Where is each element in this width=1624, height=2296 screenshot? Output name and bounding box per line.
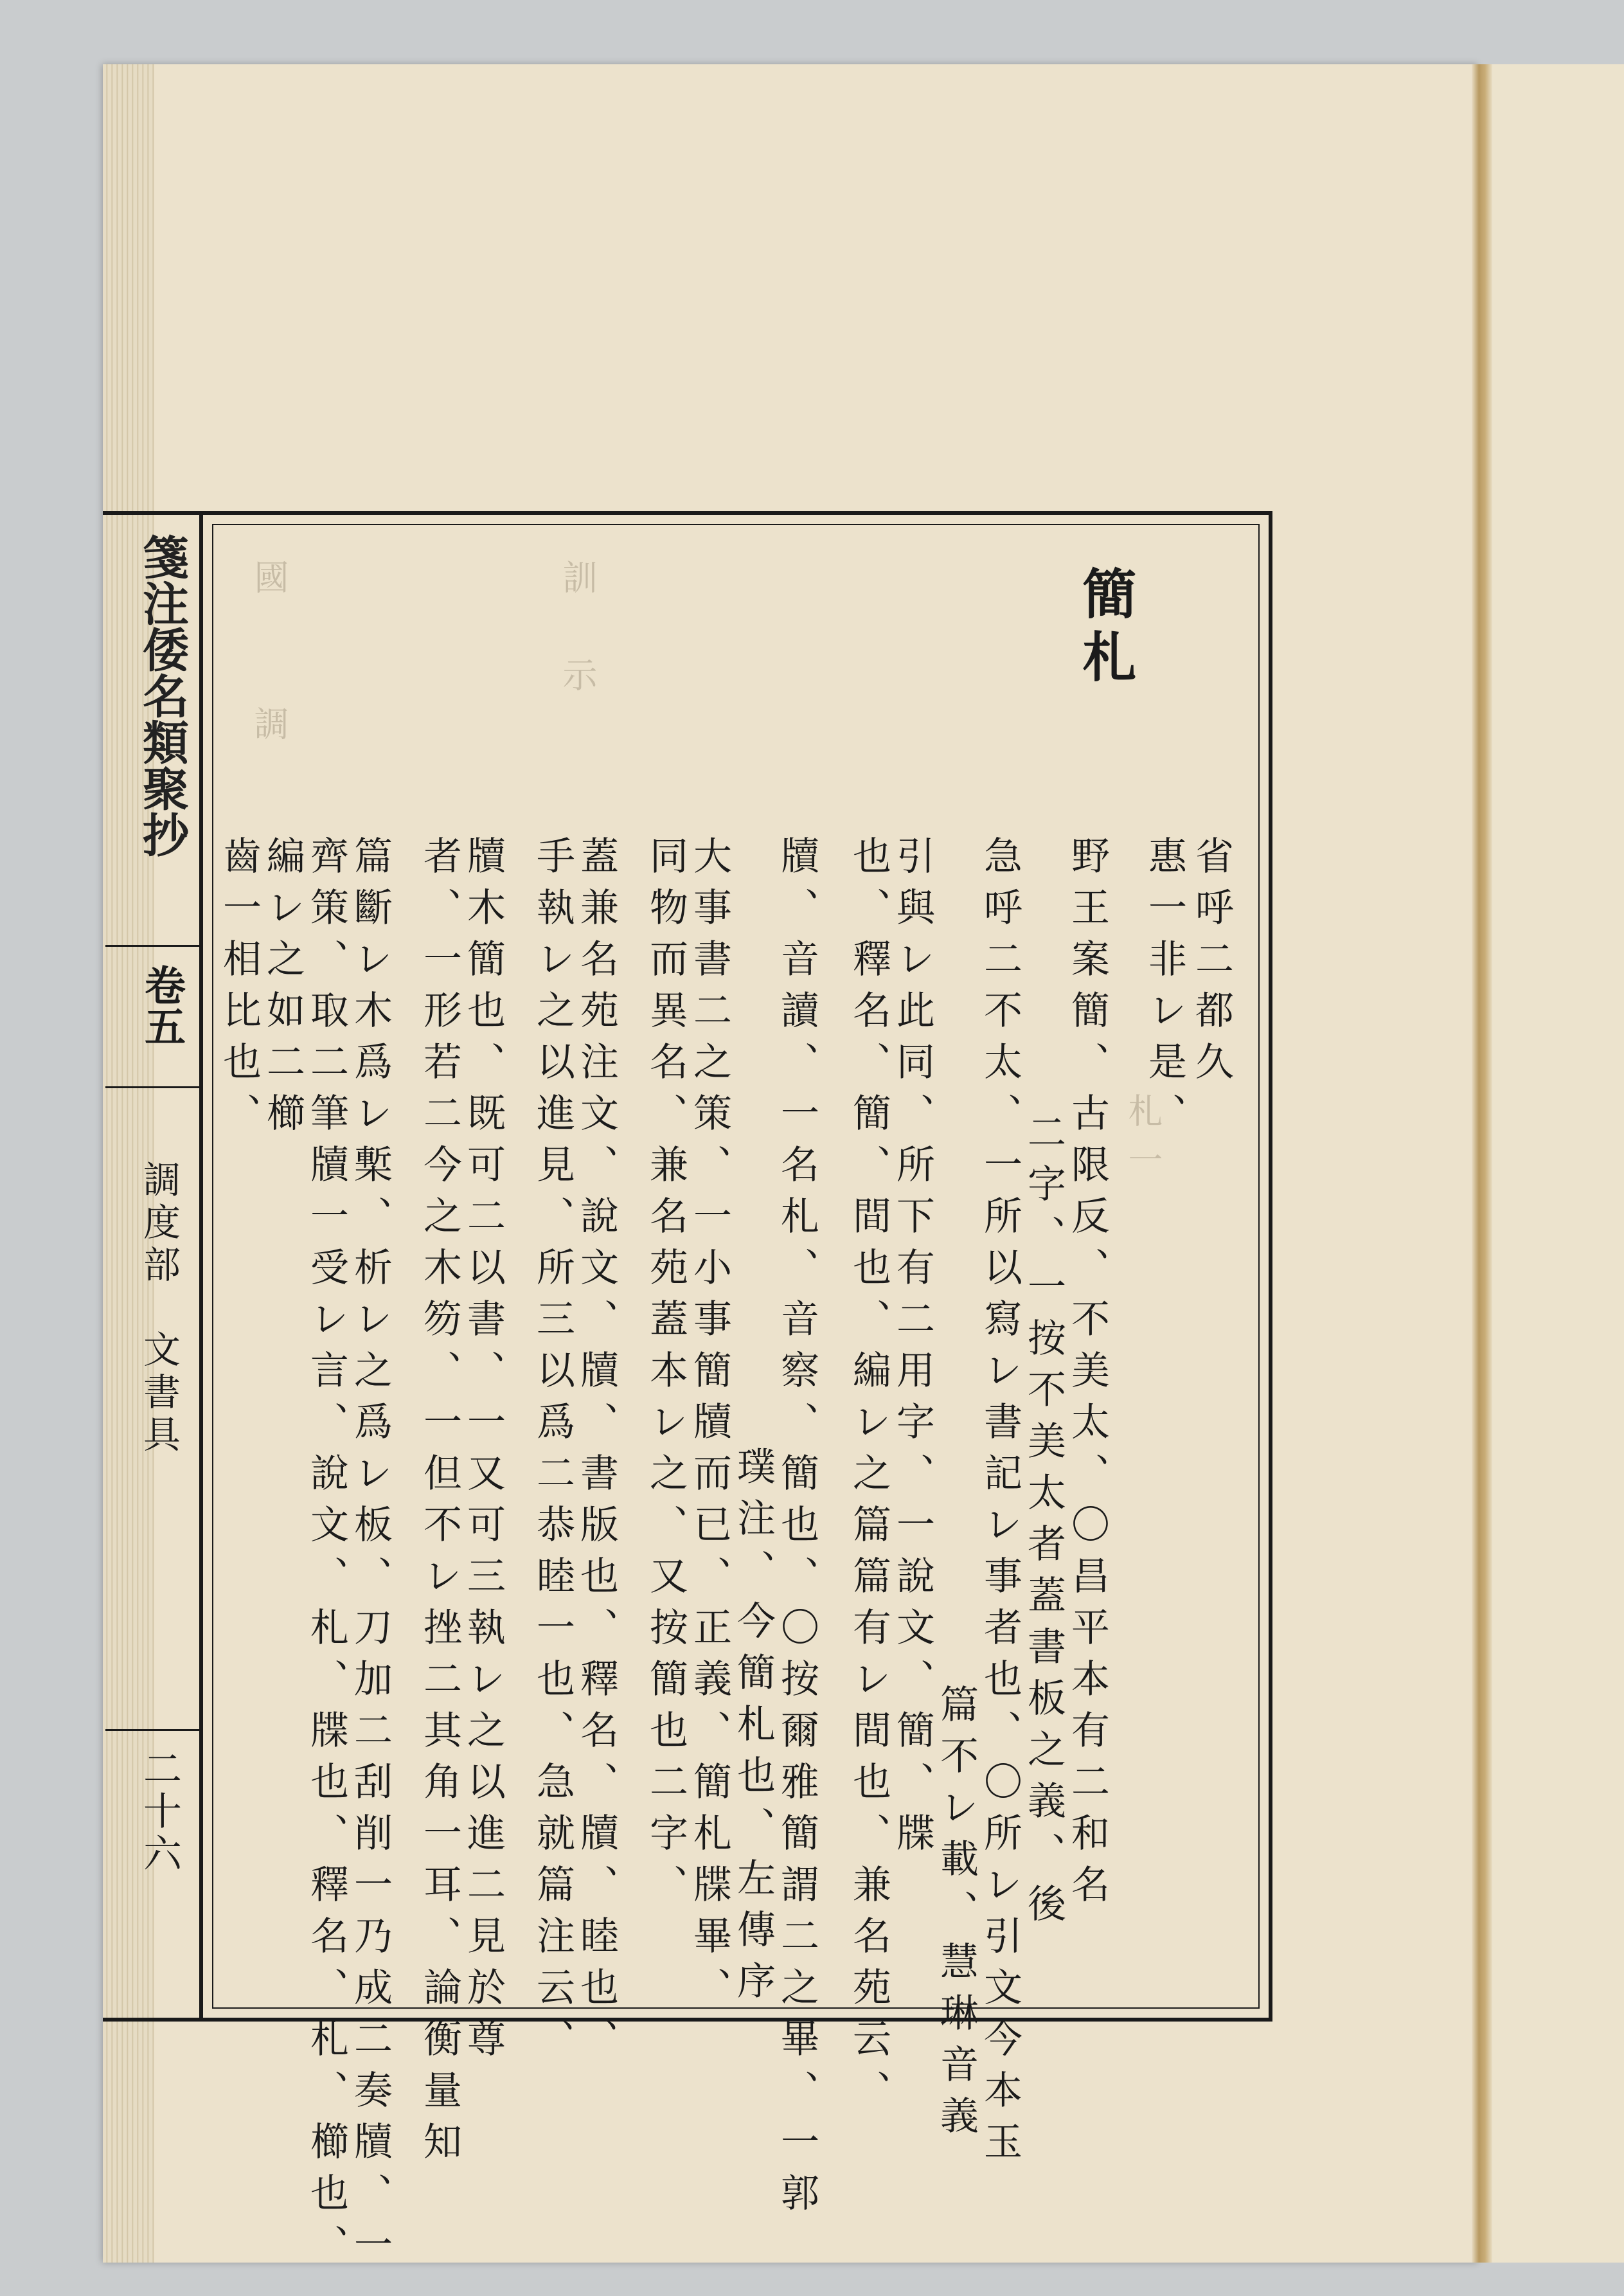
text-line: 也、釋名、簡、間也、編レ之篇篇有レ間也、兼名苑云、: [846, 836, 891, 2121]
text-line: 牘、音讀、一名札、音察、簡也、〇按爾雅簡謂二之畢、一郭: [774, 836, 819, 2224]
text-line: 二字、一按不美太者蓋書板之義、後: [1021, 1112, 1066, 1935]
bleed-through-text: 國 調: [249, 559, 289, 755]
text-line: 手執レ之以進見、所三以爲二恭睦一也、急就篇注云、: [530, 836, 575, 2070]
text-line: 大事書二之策、一小事簡牘而已、正義、簡札牒畢、: [687, 836, 732, 2018]
book-gutter: [1472, 64, 1492, 2263]
text-line: 急呼二不太、一所以寫レ書記レ事者也、〇所レ引文今本玉: [977, 836, 1022, 2173]
text-line: 牘木簡也、既可二以書、一又可三執レ之以進二見於尊: [461, 836, 506, 2070]
bleed-through-text: 訓 示: [557, 559, 598, 706]
text-line: 璞注、今簡札也、左傳序: [731, 1446, 776, 2012]
text-line: 同物而異名、兼名苑蓋本レ之、又按簡也二字、: [643, 836, 688, 1915]
right-page: [1492, 64, 1624, 2263]
margin-divider: [105, 945, 199, 947]
text-line: 惠一非レ是、: [1142, 836, 1187, 1144]
text-line: 齊策、取二筆牘一受レ言、說文、札、牒也、釋名、札、櫛也、: [304, 836, 349, 2275]
page-number: 二十六: [137, 1748, 182, 1876]
margin-divider: [105, 1729, 199, 1731]
bleed-through-text: 札一: [1123, 1093, 1163, 1190]
margin-divider: [105, 1086, 199, 1088]
section-label: 調度部 文書具: [137, 1160, 181, 1457]
text-line: 者、一形若二今之木笏、一但不レ挫二其角一耳、論衡量知: [417, 836, 462, 2173]
volume-label: 卷五: [138, 964, 186, 1046]
text-line: 野王案簡、古限反、不美太、〇昌平本有二和名: [1065, 836, 1110, 1915]
text-line: 蓋兼名苑注文、說文、牘、書版也、釋名、牘、睦也、: [574, 836, 619, 2070]
text-line: 省呼二都久: [1189, 836, 1234, 1093]
text-line: 引與レ此同、所下有二用字、一說文、簡、牒: [890, 836, 935, 1864]
book-title: 箋注倭名類聚抄: [135, 534, 190, 857]
text-line: 齒一相比也、: [217, 836, 262, 1144]
text-line: 編レ之如二櫛: [260, 836, 305, 1144]
entry-heading: 簡札: [1074, 566, 1138, 692]
text-line: 篇斷レ木爲レ槧、析レ之爲レ板、刀加二刮削一乃成二奏牘、一: [348, 836, 393, 2275]
text-line: 篇不レ載、慧琳音義: [934, 1684, 979, 2147]
